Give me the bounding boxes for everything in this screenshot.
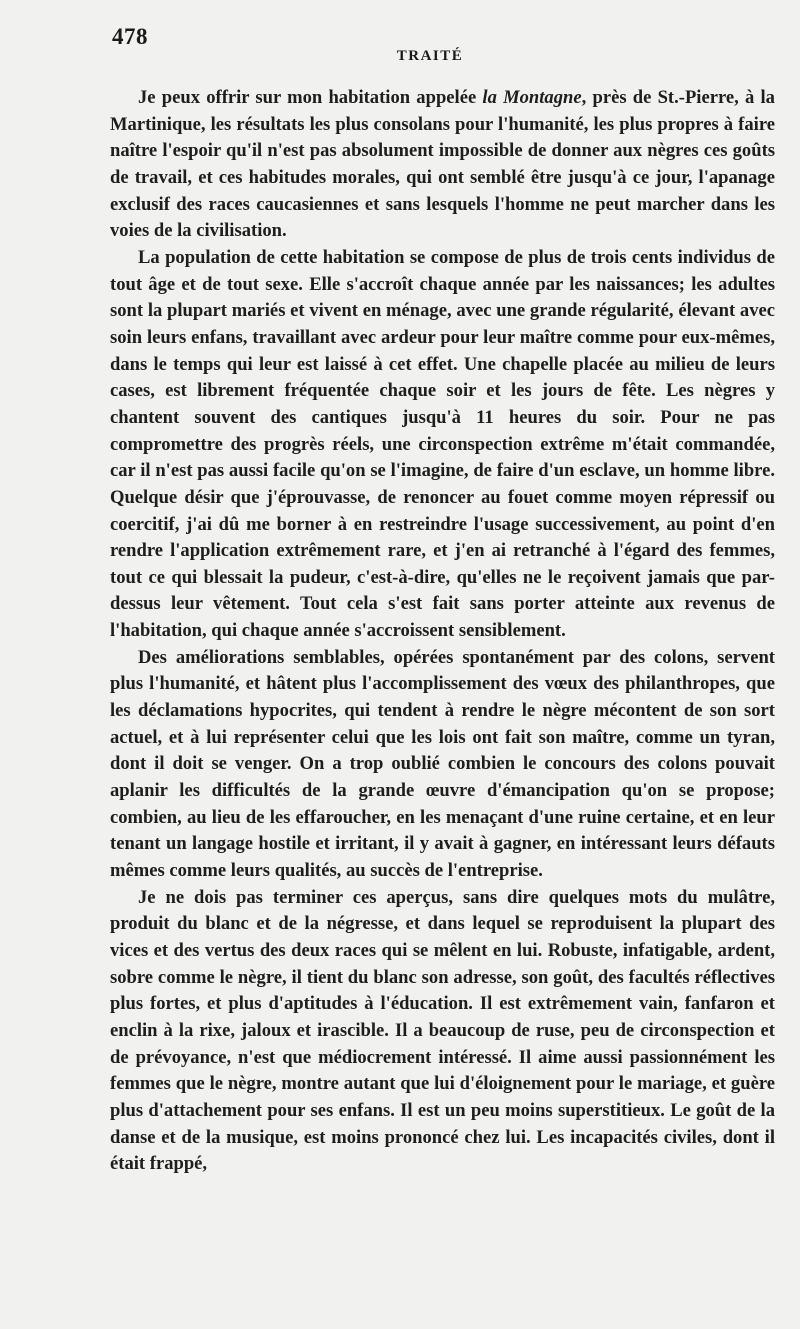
paragraph-4: Je ne dois pas terminer ces aperçus, sans dire quelques mots du mulâtre, produit du blanc et de la négresse, et dans lequel se reproduisent la plupart des vices et des vertus des deux races qui se mêlent en lui. Robuste, infatigable, ardent, sobre comme le nègre, il tient du blanc son adresse, son goût, des facultés réflectives plus fortes, et plus d'aptitudes à l'éducation. Il est extrêmement vain, fanfaron et enclin à la rixe, jaloux et irascible. Il a beaucoup de ruse, peu de circonspection et de prévoyance, n'est que médiocrement intéressé. Il aime aussi passionnément les femmes que le nègre, montre autant que lui d'éloignement pour le mariage, et guère plus d'attachement pour ses enfans. Il est un peu moins superstitieux. Le goût de la danse et de la musique, est moins prononcé chez lui. Les incapacités civiles, dont il était frappé,	[110, 886, 775, 1175]
paragraph-1-before: Je peux offrir sur mon habitation appelée	[138, 87, 483, 108]
paragraph-1	[110, 85, 775, 245]
body-text	[110, 85, 775, 1178]
place-name-italic: la Montagne	[482, 87, 582, 108]
page-number: 478	[112, 24, 148, 49]
paragraph-1-after: , près de St.-Pierre, à la Martinique, les résultats les plus consolans pour l'humanité, les plus propres à faire naître l'espoir qu'il n'est pas absolument impossible de donner aux nègres ces goûts de travail, et ces habitudes morales, qui ont semblé être jusqu'à ce jour, l'apanage exclusif des races caucasiennes et sans lesquels l'homme ne peut marcher dans les voies de la civilisation.	[110, 87, 775, 242]
running-head: TRAITÉ	[396, 48, 464, 64]
paragraph-2: La population de cette habitation se compose de plus de trois cents individus de tout âge et de tout sexe. Elle s'accroît chaque année par les naissances; les adultes sont la plupart mariés et vivent en ménage, avec une grande régularité, élevant avec soin leurs enfans, travaillant avec ardeur pour leur maître comme pour eux-mêmes, dans le temps qui leur est laissé à cet effet. Une chapelle placée au milieu de leurs cases, est librement fréquentée chaque soir et les jours de fête. Les nègres y chantent souvent des cantiques jusqu'à 11 heures du soir. Pour ne pas compromettre des progrès réels, une circonspection extrême m'était commandée, car il n'est pas aussi facile qu'on se l'imagine, de faire d'un esclave, un homme libre. Quelque désir que j'éprouvasse, de renoncer au fouet comme moyen répressif ou coercitif, j'ai dû me borner à en restreindre l'usage successivement, au point d'en rendre l'application extrêmement rare, et j'en ai retranché à l'égard des femmes, tout ce qui blessait la pudeur, c'est-à-dire, qu'elles ne le reçoivent jamais que par-dessus leur vêtement. Tout cela s'est fait sans porter atteinte aux revenus de l'habitation, qui chaque année s'accroissent sensiblement.	[110, 246, 775, 642]
paragraph-3: Des améliorations semblables, opérées spontanément par des colons, servent plus l'humanité, et hâtent plus l'accomplissement des vœux des philanthropes, que les déclamations hypocrites, qui tendent à rendre le nègre mécontent de son sort actuel, et à lui représenter celui que les lois ont fait son maître, comme un tyran, dont il doit se venger. On a trop oublié combien le concours des colons pouvait aplanir les difficultés de la grande œuvre d'émancipation qu'on se propose; combien, au lieu de les effaroucher, en les menaçant d'une ruine certaine, et en leur tenant un langage hostile et irritant, il y avait à gagner, en intéressant leurs défauts mêmes comme leurs qualités, au succès de l'entreprise.	[110, 646, 775, 882]
